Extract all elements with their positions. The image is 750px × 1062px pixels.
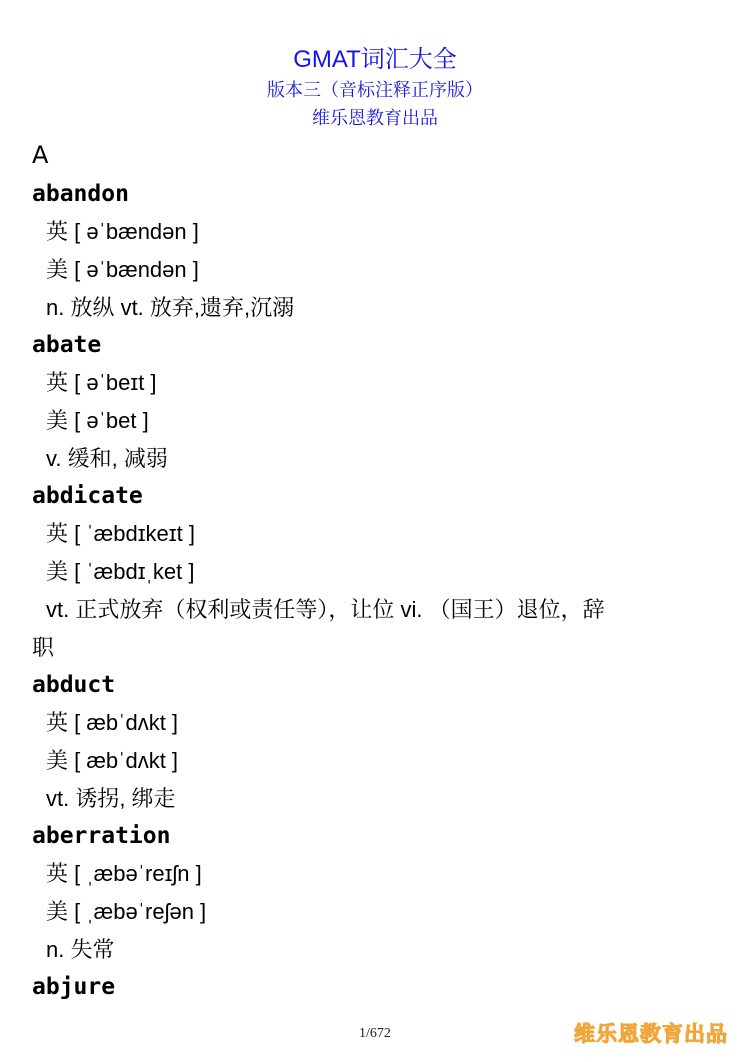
- entry-us-pronunciation: 美 [ əˈbændən ]: [46, 257, 199, 282]
- entry-uk-pronunciation: 英 [ əˈbeɪt ]: [46, 370, 157, 395]
- entry-definition: vt. 正式放弃（权利或责任等），让位 vi. （国王）退位，辞: [46, 597, 605, 622]
- document-title: GMAT词汇大全: [293, 46, 457, 73]
- vocabulary-list: [32, 176, 718, 1006]
- entry-uk-pronunciation: 英 [ ˈæbdɪkeɪt ]: [46, 521, 195, 546]
- entry-definition-continued: 职: [32, 635, 55, 660]
- document-publisher: 维乐恩教育出品: [312, 108, 438, 128]
- entry-word: abjure: [32, 974, 116, 1000]
- entry-definition: vt. 诱拐, 绑走: [46, 786, 176, 811]
- entry-word: abandon: [32, 181, 129, 207]
- entry-us-pronunciation: 美 [ əˈbet ]: [46, 408, 149, 433]
- entry-uk-pronunciation: 英 [ ˌæbəˈreɪʃn ]: [46, 861, 202, 886]
- entry-definition: n. 放纵 vt. 放弃,遗弃,沉溺: [46, 295, 295, 320]
- entry-uk-pronunciation: 英 [ əˈbændən ]: [46, 219, 199, 244]
- document-subtitle: 版本三（音标注释正序版）: [267, 80, 483, 100]
- publisher-watermark: 维乐恩教育出品: [574, 1022, 728, 1046]
- entry-word: abduct: [32, 672, 116, 698]
- entry-definition: n. 失常: [46, 937, 115, 962]
- entry-us-pronunciation: 美 [ ˌæbəˈreʃən ]: [46, 899, 207, 924]
- entry-word: aberration: [32, 823, 171, 849]
- entry-us-pronunciation: 美 [ ˈæbdɪˌket ]: [46, 559, 195, 584]
- entry-definition: v. 缓和, 减弱: [46, 446, 168, 471]
- page-number: 1/672: [359, 1026, 391, 1041]
- entry-word: abdicate: [32, 483, 143, 509]
- entry-uk-pronunciation: 英 [ æbˈdʌkt ]: [46, 710, 179, 735]
- page-header: [0, 44, 750, 131]
- entry-us-pronunciation: 美 [ æbˈdʌkt ]: [46, 748, 179, 773]
- entry-word: abate: [32, 332, 102, 358]
- section-letter-heading: A: [32, 141, 49, 169]
